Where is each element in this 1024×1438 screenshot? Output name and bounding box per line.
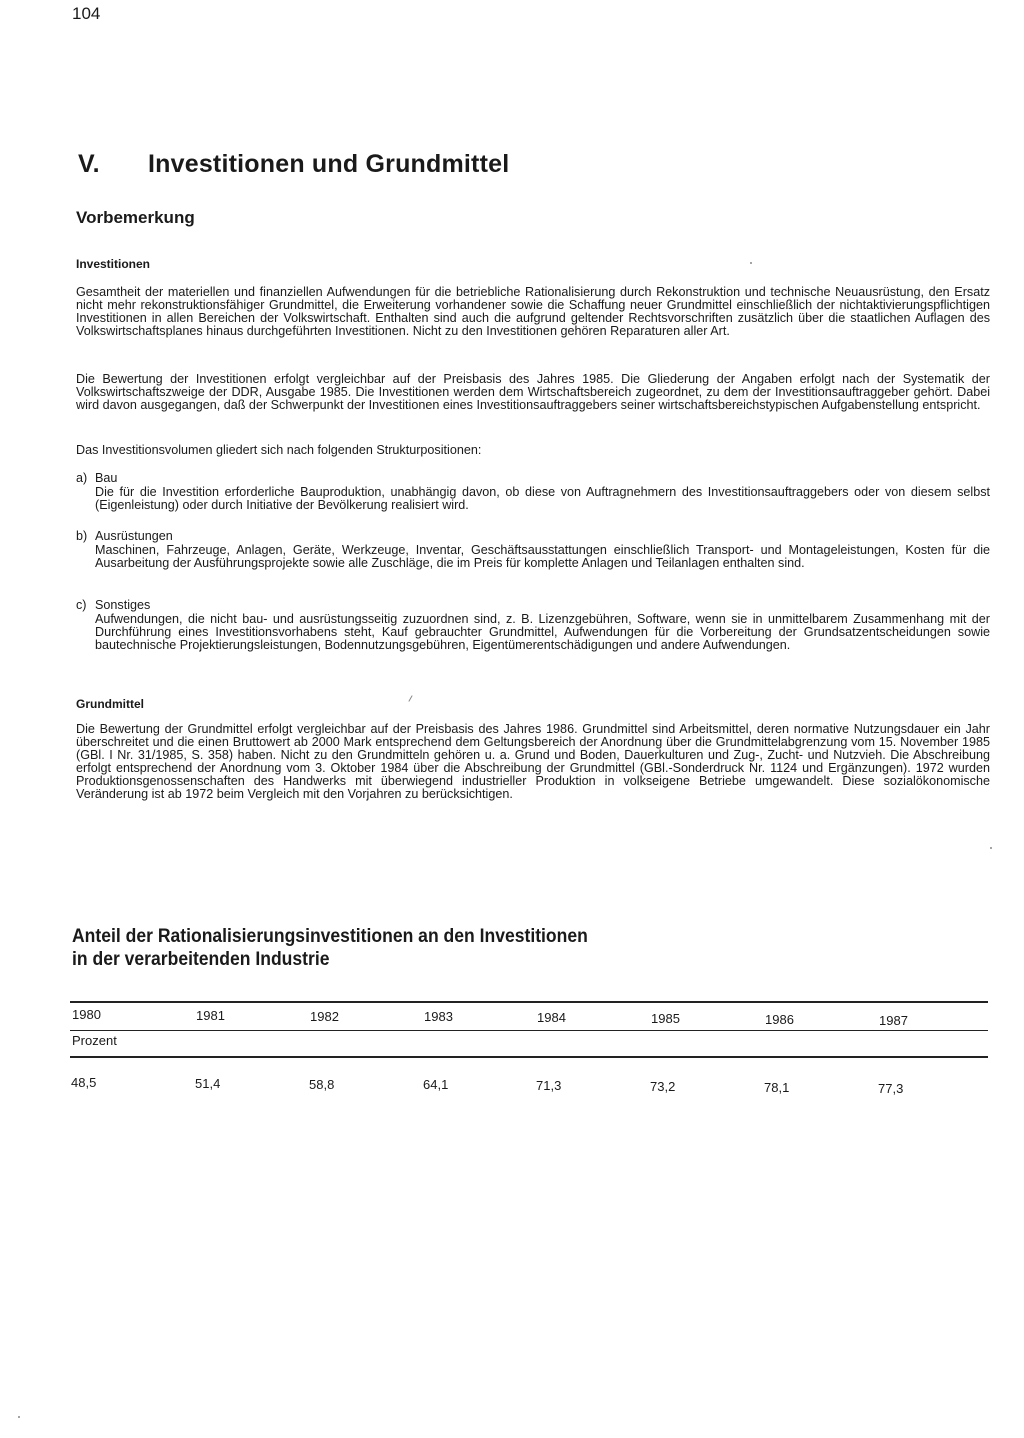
page-number: 104 xyxy=(72,4,101,23)
paragraph-strukturpositionen: Das Investitionsvolumen gliedert sich nach folgenden Strukturpositionen: xyxy=(76,443,482,457)
table-title-line-2: in der verarbeitenden Industrie xyxy=(72,948,330,970)
table-year-1986: 1986 xyxy=(765,1011,794,1027)
item-text-sonstiges: Aufwendungen, die nicht bau- und ausrüstungsseitig zuzuordnen sind, z. B. Lizenzgebühren, Software, wenn sie in unmittelbarem Zusammenhang mit der Durchführung eines Investitionsvorhabens steht, Kauf gebrauchter Grundmittel, Aufwendungen für die Vorbereitung der Grundsatzentscheidungen sowie bautechnische Projektierungsleistungen, Bodennutzungsgebühren, Eigentümerentschädigungen und andere Aufwendungen. xyxy=(95,612,990,653)
item-text-bau: Die für die Investition erforderliche Bauproduktion, unabhängig davon, ob diese von Auftragnehmern des Investitionsauftraggebers oder von diesem selbst (Eigenleistung) oder durch Initiative der Bevölkerung realisiert wird. xyxy=(95,485,990,513)
table-value-1986: 78,1 xyxy=(764,1079,790,1095)
scan-speck xyxy=(750,262,752,264)
chapter-title xyxy=(78,150,509,179)
heading-grundmittel: Grundmittel xyxy=(76,697,144,711)
item-title-bau: Bau xyxy=(95,471,118,485)
table-title xyxy=(72,925,588,971)
table-unit-rule xyxy=(70,1056,988,1058)
heading-investitionen: Investitionen xyxy=(76,257,151,271)
item-marker-b: b) xyxy=(76,529,88,543)
table-value-1983: 64,1 xyxy=(423,1077,449,1093)
table-title-line-1: Anteil der Rationalisierungsinvestitionen an den Investitionen xyxy=(72,925,588,947)
table-year-1987: 1987 xyxy=(879,1012,908,1028)
table-year-1983: 1983 xyxy=(424,1009,453,1025)
table-year-1982: 1982 xyxy=(310,1008,339,1024)
paragraph-bewertung: Die Bewertung der Investitionen erfolgt vergleichbar auf der Preisbasis des Jahres 1985. Die Gliederung der Angaben erfolgt nach der Systematik der Volkswirtschaftszweige der DDR, Ausgabe 1985. Die Investitionen werden dem Wirtschaftsbereich zugeordnet, zu dem der Investitionsauftraggeber gehört. Dabei wird davon ausgegangen, daß der Schwerpunkt der Investitionen eines Investitionsauftraggebers seiner wirtschaftsbereichstypischen Aufgabenstellung entspricht. xyxy=(76,372,990,413)
table-value-1981: 51,4 xyxy=(195,1075,221,1091)
table-year-1984: 1984 xyxy=(537,1010,566,1026)
chapter-number: V. xyxy=(78,150,100,178)
paragraph-definition: Gesamtheit der materiellen und finanziellen Aufwendungen für die betriebliche Rationalisierung durch Rekonstruktion und technische Neuausrüstung, den Ersatz nicht mehr rekonstruktionsfähiger Grundmittel, die Erweiterung vorhandener sowie die Schaffung neuer Grundmittel einschließlich der nichtaktivierungspflichtigen Investitionen in allen Bereichen der Volkswirtschaft. Enthalten sind auch die aufgrund geltender Rechtsvorschriften zusätzlich über die staatlichen Auflagen des Volkswirtschaftsplanes hinaus durchgeführten Investitionen. Nicht zu den Investitionen gehören Reparaturen aller Art. xyxy=(76,285,990,339)
item-text-ausruestungen: Maschinen, Fahrzeuge, Anlagen, Geräte, Werkzeuge, Inventar, Geschäftsausstattungen einschließlich Transport- und Montageleistungen, Kosten für die Ausarbeitung der Ausführungsprojekte sowie alle Zuschläge, die im Preis für komplette Anlagen und Teilanlagen enthalten sind. xyxy=(95,543,990,571)
table-year-1981: 1981 xyxy=(196,1007,225,1023)
table-top-rule xyxy=(70,1001,988,1003)
table-value-1984: 71,3 xyxy=(536,1078,562,1094)
table-value-1985: 73,2 xyxy=(650,1079,676,1094)
item-title-ausruestungen: Ausrüstungen xyxy=(95,529,173,543)
scan-speck xyxy=(408,695,412,702)
item-marker-c: c) xyxy=(76,598,87,612)
section-subtitle: Vorbemerkung xyxy=(76,208,195,227)
table-value-1982: 58,8 xyxy=(309,1076,335,1092)
paragraph-grundmittel: Die Bewertung der Grundmittel erfolgt vergleichbar auf der Preisbasis des Jahres 1986. Grundmittel sind Arbeitsmittel, deren normative Nutzungsdauer ein Jahr überschreitet und die einen Bruttowert ab 2000 Mark entsprechend dem Geltungsbereich der Anordnung über die Grundmittelabgrenzung vom 15. November 1985 (GBl. I Nr. 31/1985, S. 358) haben. Nicht zu den Grundmitteln gehören u. a. Grund und Boden, Dauerkulturen und Zug-, Zucht- und Nutzvieh. Die Abschreibung erfolgt entsprechend der Anordnung vom 3. Oktober 1984 über die Abschreibung der Grundmittel (GBl.-Sonderdruck Nr. 1124 und Ergänzungen). 1972 wurden Produktionsgenossenschaften des Handwerks mit überwiegend industrieller Produktion in volkseigene Betriebe umgewandelt. Diese sozialökonomische Veränderung ist ab 1972 beim Vergleich mit den Vorjahren zu berücksichtigen. xyxy=(76,722,990,802)
table-header-rule xyxy=(70,1030,988,1031)
table-year-1980: 1980 xyxy=(72,1007,101,1022)
table-year-1985: 1985 xyxy=(651,1011,680,1026)
chapter-title-text: Investitionen und Grundmittel xyxy=(148,150,510,178)
table-unit-label: Prozent xyxy=(72,1033,117,1048)
item-marker-a: a) xyxy=(76,471,88,485)
scan-speck xyxy=(18,1416,20,1418)
item-title-sonstiges: Sonstiges xyxy=(95,598,151,612)
table-value-1987: 77,3 xyxy=(878,1080,904,1096)
table-value-1980: 48,5 xyxy=(71,1075,97,1090)
scan-speck xyxy=(990,847,992,849)
